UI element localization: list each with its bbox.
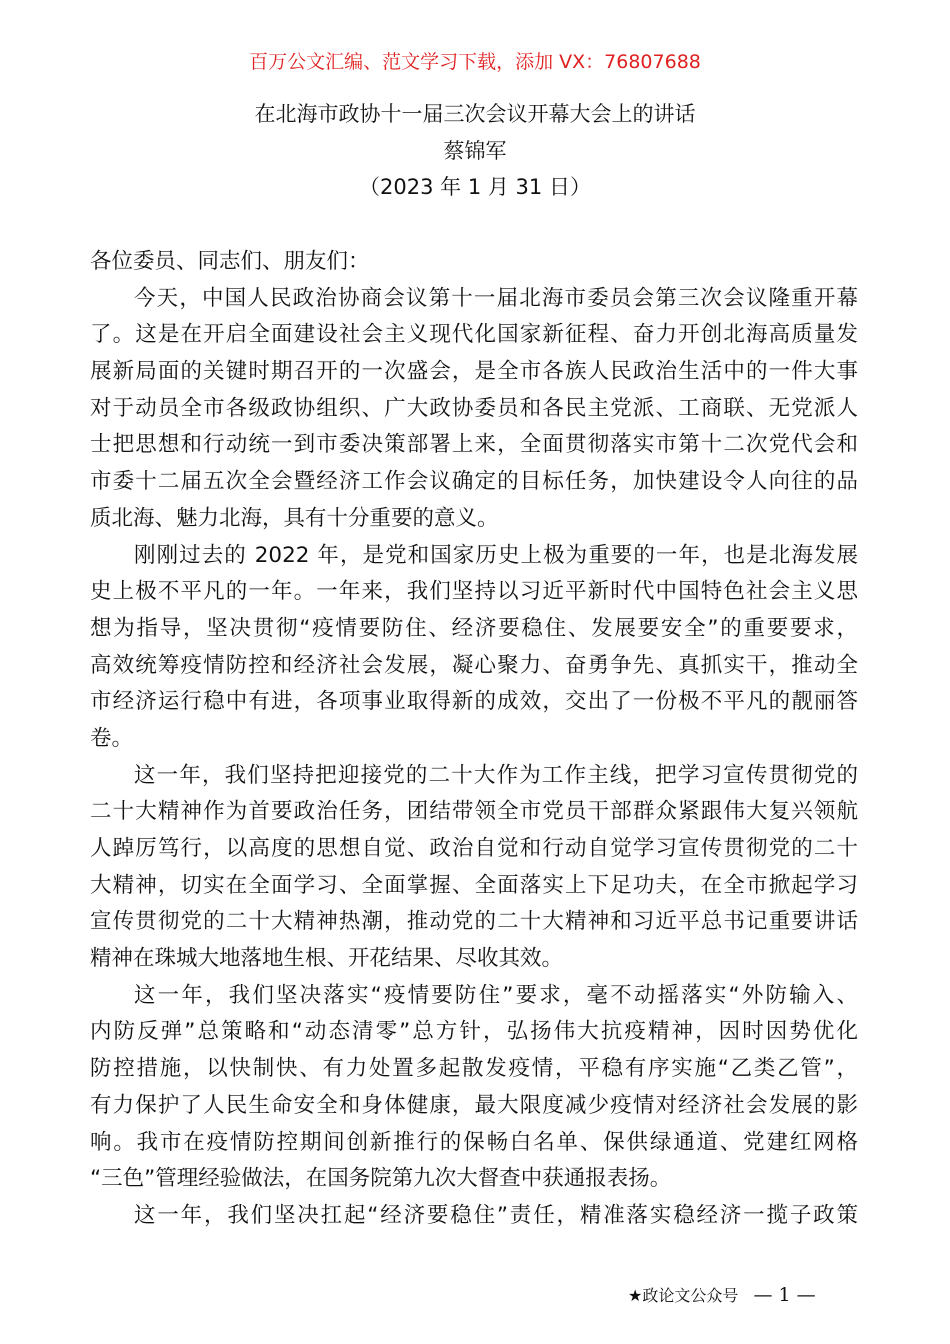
- document-body: [90, 244, 858, 1235]
- text-line: 了。这是在开启全面建设社会主义现代化国家新征程、奋力开创北海高质量发: [90, 322, 858, 348]
- date: （2023 年 1 月 31 日）: [359, 175, 591, 199]
- text-line: “三色”管理经验做法，在国务院第九次大督查中获通报表扬。: [90, 1166, 672, 1192]
- paragraph: [90, 538, 858, 758]
- page-number: — 1 —: [753, 1284, 816, 1306]
- text-line: 想为指导，坚决贯彻“疫情要防住、经济要稳住、发展要安全”的重要要求，: [90, 615, 858, 641]
- text-line: 高效统筹疫情防控和经济社会发展，凝心聚力、奋勇争先、真抓实干，推动全: [90, 652, 858, 678]
- author: 蔡锦军: [443, 139, 507, 163]
- salutation: 各位委员、同志们、朋友们：: [90, 249, 370, 274]
- footer-label: ★政论文公众号: [628, 1286, 739, 1305]
- text-line: 士把思想和行动统一到市委决策部署上来，全面贯彻落实市第十二次党代会和: [90, 432, 858, 458]
- paragraph: [90, 281, 858, 538]
- text-line: 刚刚过去的 2022 年，是党和国家历史上极为重要的一年，也是北海发展: [134, 542, 858, 568]
- text-line: 二十大精神作为首要政治任务，团结带领全市党员干部群众紧跟伟大复兴领航: [90, 799, 858, 825]
- text-line: 内防反弹”总策略和“动态清零”总方针，弘扬伟大抗疫精神，因时因势优化: [90, 1019, 858, 1045]
- text-line: 人踔厉笃行，以高度的思想自觉、政治自觉和行动自觉学习宣传贯彻党的二十: [90, 836, 858, 861]
- text-line: 今天，中国人民政治协商会议第十一届北海市委员会第三次会议隆重开幕: [134, 285, 858, 311]
- text-line: 史上极不平凡的一年。一年来，我们坚持以习近平新时代中国特色社会主义思: [90, 579, 858, 605]
- text-line: 这一年，我们坚决扛起“经济要稳住”责任，精准落实稳经济一揽子政策: [134, 1202, 858, 1228]
- text-line: 这一年，我们坚决落实“疫情要防住”要求，毫不动摇落实“外防输入、: [134, 982, 858, 1008]
- text-line: 宣传贯彻党的二十大精神热潮，推动党的二十大精神和习近平总书记重要讲话: [90, 909, 858, 935]
- text-line: 市经济运行稳中有进，各项事业取得新的成效，交出了一份极不平凡的靓丽答: [90, 689, 858, 715]
- paragraph: [90, 758, 858, 978]
- text-line: 有力保护了人民生命安全和身体健康，最大限度减少疫情对经济社会发展的影: [90, 1092, 858, 1118]
- text-line: 质北海、魅力北海，具有十分重要的意义。: [90, 505, 499, 531]
- document-title: 在北海市政协十一届三次会议开幕大会上的讲话: [254, 102, 696, 126]
- text-line: 对于动员全市各级政协组织、广大政协委员和各民主党派、工商联、无党派人: [90, 395, 858, 421]
- paragraph: [90, 978, 858, 1198]
- text-line: 精神在珠城大地落地生根、开花结果、尽收其效。: [90, 946, 564, 972]
- text-line: 响。我市在疫情防控期间创新推行的保畅白名单、保供绿通道、党建红网格: [90, 1129, 858, 1155]
- text-line: 这一年，我们坚持把迎接党的二十大作为工作主线，把学习宣传贯彻党的: [134, 762, 858, 788]
- text-line: 卷。: [90, 725, 134, 751]
- text-line: 大精神，切实在全面学习、全面掌握、全面落实上下足功夫，在全市掀起学习: [90, 872, 858, 898]
- page-footer: [628, 1283, 816, 1306]
- text-line: 市委十二届五次全会暨经济工作会议确定的目标任务，加快建设令人向往的品: [90, 469, 858, 495]
- watermark-banner: 百万公文汇编、范文学习下载，添加 VX：76807688: [249, 51, 701, 73]
- text-line: 防控措施，以快制快、有力处置多起散发疫情，平稳有序实施“乙类乙管”，: [90, 1056, 858, 1082]
- text-line: 展新局面的关键时期召开的一次盛会，是全市各族人民政治生活中的一件大事: [90, 359, 858, 385]
- paragraph: [90, 1198, 858, 1235]
